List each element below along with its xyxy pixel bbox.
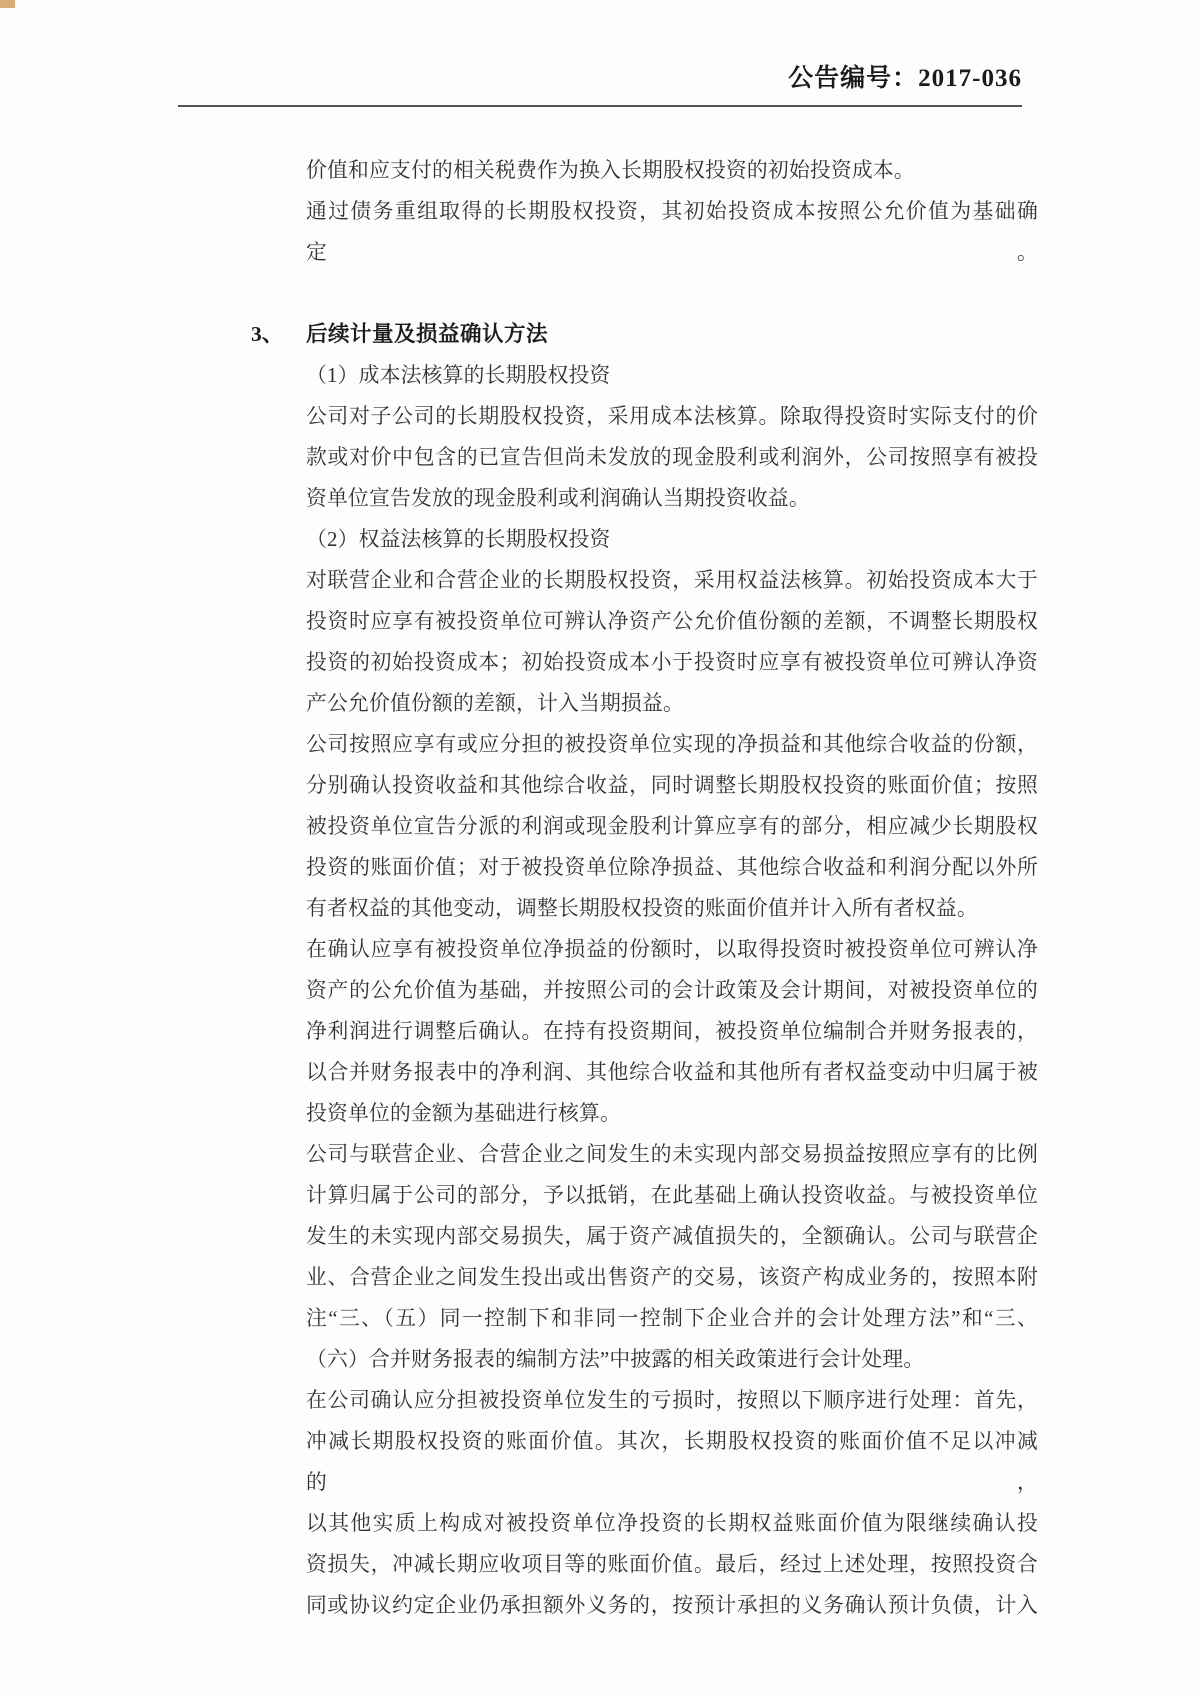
text-line: 投资单位的金额为基础进行核算。: [306, 1102, 621, 1125]
text-line: 投资的账面价值；对于被投资单位除净损益、其他综合收益和利润分配以外所: [306, 856, 1038, 879]
text-line: 净利润进行调整后确认。在持有投资期间，被投资单位编制合并财务报表的，: [306, 1020, 1038, 1043]
text-line: 发生的未实现内部交易损失，属于资产减值损失的，全额确认。公司与联营企: [306, 1225, 1038, 1248]
text-line: 以合并财务报表中的净利润、其他综合收益和其他所有者权益变动中归属于被: [306, 1061, 1038, 1084]
text-line: （1）成本法核算的长期股权投资: [306, 364, 611, 387]
text-line: 分别确认投资收益和其他综合收益，同时调整长期股权投资的账面价值；按照: [306, 774, 1038, 797]
text-line: 计算归属于公司的部分，予以抵销，在此基础上确认投资收益。与被投资单位: [306, 1184, 1038, 1207]
text-line: 资产的公允价值为基础，并按照公司的会计政策及会计期间，对被投资单位的: [306, 979, 1038, 1002]
text-line: 资损失，冲减长期应收项目等的账面价值。最后，经过上述处理，按照投资合: [306, 1553, 1038, 1576]
text-line: 公司按照应享有或应分担的被投资单位实现的净损益和其他综合收益的份额，: [306, 733, 1038, 756]
text-line: 同或协议约定企业仍承担额外义务的，按预计承担的义务确认预计负债，计入: [306, 1594, 1038, 1617]
document-body: [251, 150, 1038, 1626]
text-line: 在公司确认应分担被投资单位发生的亏损时，按照以下顺序进行处理：首先，: [306, 1389, 1038, 1412]
section-title: 后续计量及损益确认方法: [306, 322, 549, 346]
text-line: 产公允价值份额的差额，计入当期损益。: [306, 692, 684, 715]
text-line: （六）合并财务报表的编制方法”中披露的相关政策进行会计处理。: [306, 1348, 925, 1371]
text-line: 价值和应支付的相关税费作为换入长期股权投资的初始投资成本。: [306, 159, 915, 182]
text-line: 业、合营企业之间发生投出或出售资产的交易，该资产构成业务的，按照本附: [306, 1266, 1038, 1289]
text-line: （2）权益法核算的长期股权投资: [306, 528, 611, 551]
scan-artifact: [0, 0, 15, 8]
text-line: 公司对子公司的长期股权投资，采用成本法核算。除取得投资时实际支付的价: [306, 405, 1038, 428]
text-line: 公司与联营企业、合营企业之间发生的未实现内部交易损益按照应享有的比例: [306, 1143, 1038, 1166]
text-line: 在确认应享有被投资单位净损益的份额时，以取得投资时被投资单位可辨认净: [306, 938, 1038, 961]
text-line: 有者权益的其他变动，调整长期股权投资的账面价值并计入所有者权益。: [306, 897, 978, 920]
text-line: 通过债务重组取得的长期股权投资，其初始投资成本按照公允价值为基础确定。: [306, 200, 1038, 264]
text-line: 投资时应享有被投资单位可辨认净资产公允价值份额的差额，不调整长期股权: [306, 610, 1038, 633]
text-line: 以其他实质上构成对被投资单位净投资的长期权益账面价值为限继续确认投: [306, 1512, 1038, 1535]
text-line: 冲减长期股权投资的账面价值。其次，长期股权投资的账面价值不足以冲减的，: [306, 1430, 1038, 1494]
text-line: 资单位宣告发放的现金股利或利润确认当期投资收益。: [306, 487, 810, 510]
announcement-number: 公告编号：2017-036: [178, 62, 1022, 107]
section-heading: [251, 314, 1038, 355]
text-line: 投资的初始投资成本；初始投资成本小于投资时应享有被投资单位可辨认净资: [306, 651, 1038, 674]
text-line: 对联营企业和合营企业的长期股权投资，采用权益法核算。初始投资成本大于: [306, 569, 1038, 592]
section-number: 3、: [251, 322, 284, 346]
text-line: 被投资单位宣告分派的利润或现金股利计算应享有的部分，相应减少长期股权: [306, 815, 1038, 838]
text-line: 注“三、（五）同一控制下和非同一控制下企业合并的会计处理方法”和“三、: [306, 1307, 1038, 1330]
text-line: 款或对价中包含的已宣告但尚未发放的现金股利或利润外，公司按照享有被投: [306, 446, 1038, 469]
